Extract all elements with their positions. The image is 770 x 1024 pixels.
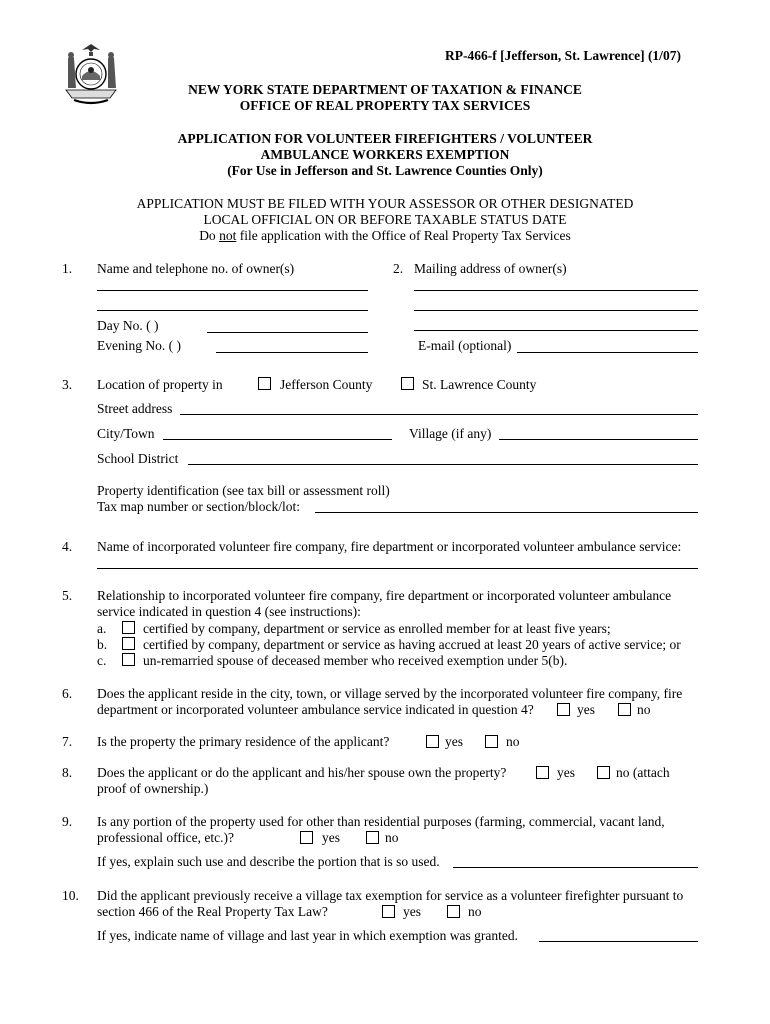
q6-no-checkbox[interactable] <box>618 703 631 716</box>
q5-b-checkbox[interactable] <box>122 637 135 650</box>
q1-label: Name and telephone no. of owner(s) <box>97 261 295 276</box>
q5-a-text: certified by company, department or service as enrolled member for at least five years; <box>143 621 611 636</box>
q10-number: 10. <box>62 888 79 903</box>
q7-number: 7. <box>62 734 73 749</box>
q9-no-checkbox[interactable] <box>366 831 379 844</box>
mailing-address-line-3[interactable] <box>414 330 698 331</box>
q3-label: Location of property in <box>97 377 223 392</box>
q9-yes-checkbox[interactable] <box>300 831 313 844</box>
notice-line-1: APPLICATION MUST BE FILED WITH YOUR ASSESSOR OR OTHER DESIGNATED <box>136 196 634 211</box>
form-id: RP-466-f [Jefferson, St. Lawrence] (1/07) <box>445 48 681 63</box>
st-lawrence-county-label: St. Lawrence County <box>422 377 537 392</box>
q10-line-1: Did the applicant previously receive a village tax exemption for service as a volunteer firefighter pursuant to <box>97 888 684 903</box>
q5-a-letter: a. <box>97 621 107 636</box>
q10-no-checkbox[interactable] <box>447 905 460 918</box>
school-district-label: School District <box>97 451 179 466</box>
q10-village-field[interactable] <box>539 941 698 942</box>
q8-number: 8. <box>62 765 73 780</box>
q3-number: 3. <box>62 377 73 392</box>
q6-number: 6. <box>62 686 73 701</box>
school-district-field[interactable] <box>188 464 698 465</box>
q8-line-1: Does the applicant or do the applicant and his/her spouse own the property? <box>97 765 507 780</box>
q1-number: 1. <box>62 261 73 276</box>
tax-map-label: Tax map number or section/block/lot: <box>97 499 301 514</box>
q8-no-checkbox[interactable] <box>597 766 610 779</box>
q10-line-2: section 466 of the Real Property Tax Law? <box>97 904 328 919</box>
q6-no-label: no <box>637 702 651 717</box>
q6-line-2: department or incorporated volunteer ambulance service indicated in question 4? <box>97 702 534 717</box>
city-town-label: City/Town <box>97 426 155 441</box>
property-id-label: Property identification (see tax bill or assessment roll) <box>97 483 390 498</box>
q8-yes-checkbox[interactable] <box>536 766 549 779</box>
header-line-2: OFFICE OF REAL PROPERTY TAX SERVICES <box>239 98 531 113</box>
day-phone-field[interactable] <box>207 332 368 333</box>
q2-number: 2. <box>393 261 404 276</box>
q6-line-1: Does the applicant reside in the city, town, or village served by the incorporated volunteer fire company, fire <box>97 686 683 701</box>
jefferson-county-label: Jefferson County <box>280 377 373 392</box>
q5-c-text: un-remarried spouse of deceased member who received exemption under 5(b). <box>143 653 568 668</box>
q7-yes-checkbox[interactable] <box>426 735 439 748</box>
jefferson-county-checkbox[interactable] <box>258 377 271 390</box>
q7-no-label: no <box>506 734 520 749</box>
st-lawrence-county-checkbox[interactable] <box>401 377 414 390</box>
day-phone-label: Day No. ( ) <box>97 318 159 333</box>
q10-yes-label: yes <box>403 904 421 919</box>
q5-line-2: service indicated in question 4 (see instructions): <box>97 604 361 619</box>
notice-line-2: LOCAL OFFICIAL ON OR BEFORE TAXABLE STATUS DATE <box>203 212 567 227</box>
q5-line-1: Relationship to incorporated volunteer fire company, fire department or incorporated volunteer ambulance <box>97 588 672 603</box>
q7-yes-label: yes <box>445 734 463 749</box>
evening-phone-field[interactable] <box>216 352 368 353</box>
q5-b-text: certified by company, department or service as having accrued at least 20 years of active service; or <box>143 637 681 652</box>
q10-yes-checkbox[interactable] <box>382 905 395 918</box>
q9-number: 9. <box>62 814 73 829</box>
q8-line-2: proof of ownership.) <box>97 781 209 796</box>
q9-yes-label: yes <box>322 830 340 845</box>
q9-line-1: Is any portion of the property used for other than residential purposes (farming, commercial, vacant land, <box>97 814 665 829</box>
form-title-2: AMBULANCE WORKERS EXEMPTION <box>260 147 510 162</box>
street-address-field[interactable] <box>180 414 698 415</box>
email-label: E-mail (optional) <box>418 338 512 353</box>
q4-number: 4. <box>62 539 73 554</box>
village-field[interactable] <box>499 439 698 440</box>
city-town-field[interactable] <box>163 439 392 440</box>
service-name-field[interactable] <box>97 568 698 569</box>
form-title-1: APPLICATION FOR VOLUNTEER FIREFIGHTERS / VOLUNTEER <box>177 131 593 146</box>
q7-no-checkbox[interactable] <box>485 735 498 748</box>
village-label: Village (if any) <box>409 426 492 441</box>
email-field[interactable] <box>517 352 698 353</box>
notice-line-3: Do not file application with the Office of Real Property Tax Services <box>199 228 571 243</box>
mailing-address-line-1[interactable] <box>414 290 698 291</box>
q9-line-2: professional office, etc.)? <box>97 830 234 845</box>
q10-no-label: no <box>468 904 482 919</box>
q10-line-3: If yes, indicate name of village and last year in which exemption was granted. <box>97 928 518 943</box>
form-title-3: (For Use in Jefferson and St. Lawrence Counties Only) <box>227 163 543 178</box>
q8-no-label: no (attach <box>616 765 670 780</box>
q8-yes-label: yes <box>557 765 575 780</box>
q6-yes-checkbox[interactable] <box>557 703 570 716</box>
q4-label: Name of incorporated volunteer fire company, fire department or incorporated volunteer ambulance service: <box>97 539 682 554</box>
q2-label: Mailing address of owner(s) <box>414 261 567 276</box>
owner-name-line-1[interactable] <box>97 290 368 291</box>
q5-b-letter: b. <box>97 637 108 652</box>
q5-c-checkbox[interactable] <box>122 653 135 666</box>
street-address-label: Street address <box>97 401 173 416</box>
evening-phone-label: Evening No. ( ) <box>97 338 181 353</box>
q5-a-checkbox[interactable] <box>122 621 135 634</box>
q6-yes-label: yes <box>577 702 595 717</box>
q5-c-letter: c. <box>97 653 107 668</box>
owner-name-line-2[interactable] <box>97 310 368 311</box>
q9-line-3: If yes, explain such use and describe the portion that is so used. <box>97 854 440 869</box>
mailing-address-line-2[interactable] <box>414 310 698 311</box>
tax-map-field[interactable] <box>315 512 698 513</box>
q9-no-label: no <box>385 830 399 845</box>
q5-number: 5. <box>62 588 73 603</box>
q7-label: Is the property the primary residence of the applicant? <box>97 734 390 749</box>
header-line-1: NEW YORK STATE DEPARTMENT OF TAXATION & FINANCE <box>188 82 582 97</box>
q9-explanation-field[interactable] <box>453 867 698 868</box>
